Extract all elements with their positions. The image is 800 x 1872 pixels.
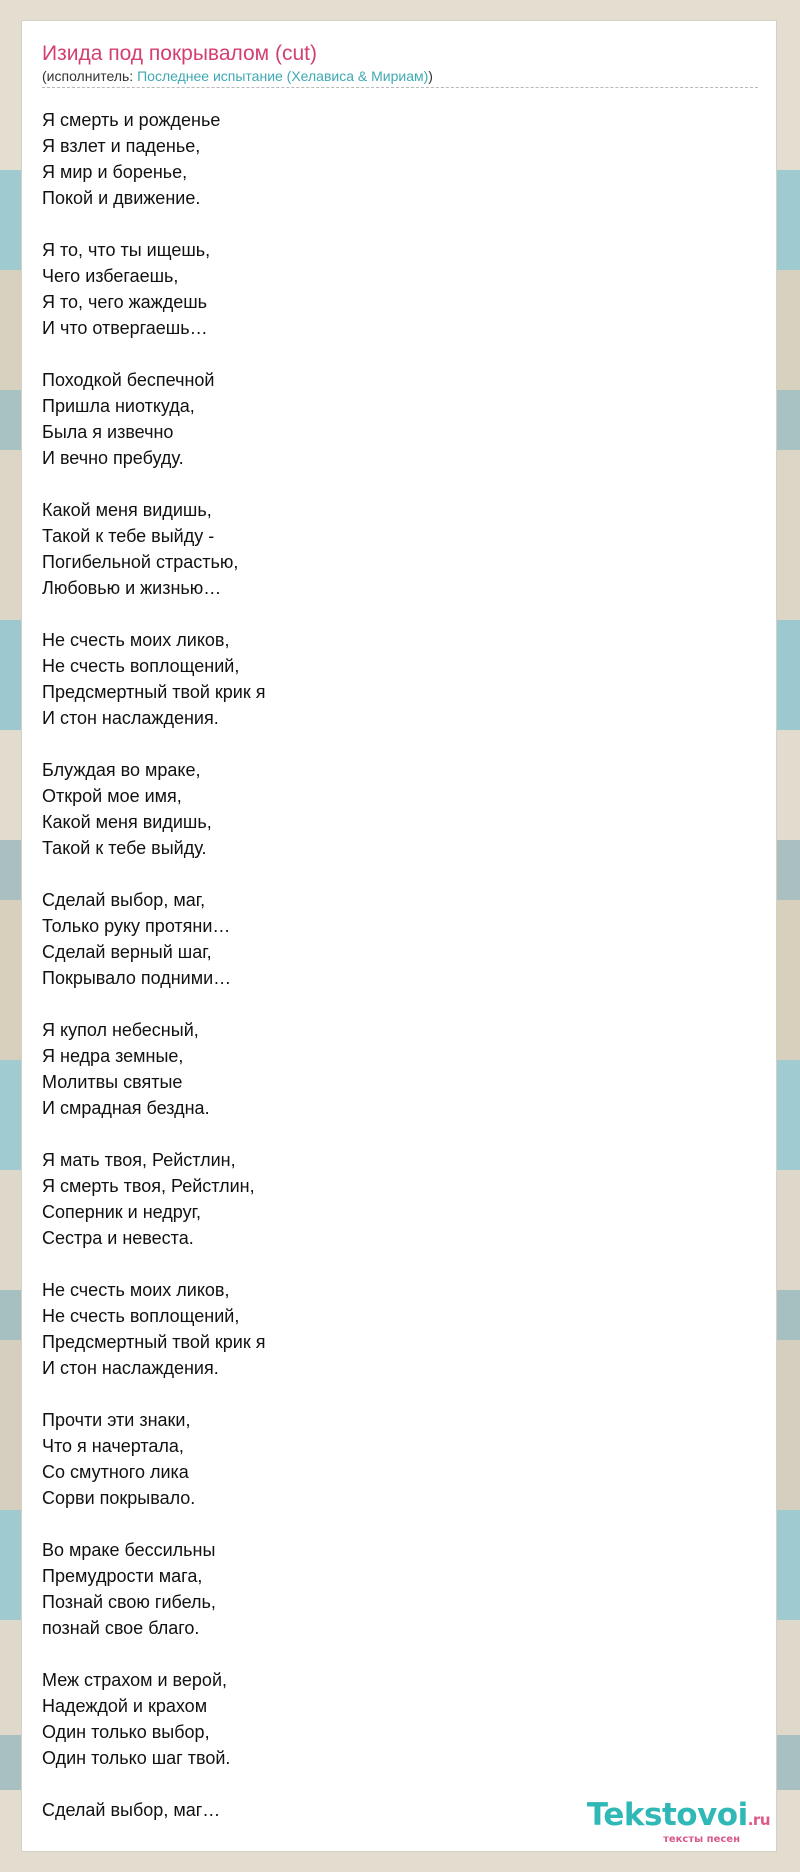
lyric-line: Какой меня видишь, xyxy=(42,500,212,520)
lyric-line: Во мраке бессильны xyxy=(42,1540,216,1560)
lyric-line: Я недра земные, xyxy=(42,1046,184,1066)
lyric-line: Премудрости мага, xyxy=(42,1566,203,1586)
stanza xyxy=(42,1537,742,1641)
lyric-line: Познай свою гибель, xyxy=(42,1592,216,1612)
lyrics-card xyxy=(22,21,776,1851)
stanza xyxy=(42,1407,742,1511)
lyric-line: Соперник и недруг, xyxy=(42,1202,201,1222)
lyric-line: Не счесть моих ликов, xyxy=(42,630,230,650)
lyric-line: Не счесть воплощений, xyxy=(42,1306,240,1326)
stanza xyxy=(42,1147,742,1251)
lyric-line: Сестра и невеста. xyxy=(42,1228,194,1248)
lyric-line: Прочти эти знаки, xyxy=(42,1410,191,1430)
lyric-line: Походкой беспечной xyxy=(42,370,215,390)
stanza xyxy=(42,757,742,861)
stanza xyxy=(42,627,742,731)
lyric-line: Сорви покрывало. xyxy=(42,1488,196,1508)
logo-main-text: Tekstovoi xyxy=(586,1797,748,1833)
lyric-line: Сделай выбор, маг… xyxy=(42,1800,221,1820)
lyric-line: Один только шаг твой. xyxy=(42,1748,231,1768)
lyric-line: Я купол небесный, xyxy=(42,1020,199,1040)
song-title: Изида под покрывалом (cut) xyxy=(42,42,317,65)
logo-wordmark xyxy=(587,1799,770,1836)
stanza xyxy=(42,1277,742,1381)
artist-prefix: (исполнитель: xyxy=(42,68,138,84)
lyric-line: И что отвергаешь… xyxy=(42,318,208,338)
lyric-line: Покрывало подними… xyxy=(42,968,232,988)
lyric-line: Чего избегаешь, xyxy=(42,266,179,286)
lyric-line: Я то, что ты ищешь, xyxy=(42,240,211,260)
lyric-line: Что я начертала, xyxy=(42,1436,184,1456)
logo-tagline: тексты песен xyxy=(663,1834,740,1845)
stanza xyxy=(42,1667,742,1771)
lyric-line: Я то, чего жаждешь xyxy=(42,292,208,312)
lyric-line: Я мать твоя, Рейстлин, xyxy=(42,1150,236,1170)
lyric-line: Надеждой и крахом xyxy=(42,1696,208,1716)
lyric-line: Любовью и жизнью… xyxy=(42,578,222,598)
lyric-line: Блуждая во мраке, xyxy=(42,760,201,780)
lyric-line: Сделай верный шаг, xyxy=(42,942,212,962)
stanza xyxy=(42,497,742,601)
lyric-line: Такой к тебе выйду. xyxy=(42,838,207,858)
lyric-line: Пришла ниоткуда, xyxy=(42,396,195,416)
site-logo[interactable] xyxy=(587,1799,770,1845)
lyric-line: Не счесть воплощений, xyxy=(42,656,240,676)
lyric-line: Была я извечно xyxy=(42,422,174,442)
artist-link[interactable]: Последнее испытание (Хелависа & Мириам) xyxy=(137,68,429,84)
lyric-line: Открой мое имя, xyxy=(42,786,182,806)
lyric-line: И вечно пребуду. xyxy=(42,448,184,468)
lyric-line: Сделай выбор, маг, xyxy=(42,890,206,910)
lyric-line: Предсмертный твой крик я xyxy=(42,682,266,702)
stanza xyxy=(42,237,742,341)
lyric-line: Только руку протяни… xyxy=(42,916,231,936)
lyric-line: Погибельной страстью, xyxy=(42,552,239,572)
lyric-line: Меж страхом и верой, xyxy=(42,1670,228,1690)
stanza xyxy=(42,107,742,211)
artist-line xyxy=(42,67,758,88)
lyric-line: Со смутного лика xyxy=(42,1462,189,1482)
artist-suffix: ) xyxy=(428,68,433,84)
lyric-line: Я взлет и паденье, xyxy=(42,136,201,156)
lyric-line: Не счесть моих ликов, xyxy=(42,1280,230,1300)
stanza xyxy=(42,1017,742,1121)
lyric-line: Я смерть и рожденье xyxy=(42,110,221,130)
lyric-line: Молитвы святые xyxy=(42,1072,183,1092)
logo-tld: .ru xyxy=(747,1811,770,1829)
lyric-line: И смрадная бездна. xyxy=(42,1098,210,1118)
stanza xyxy=(42,367,742,471)
lyric-line: Предсмертный твой крик я xyxy=(42,1332,266,1352)
lyric-line: Какой меня видишь, xyxy=(42,812,212,832)
lyric-line: И стон наслаждения. xyxy=(42,1358,219,1378)
lyric-line: И стон наслаждения. xyxy=(42,708,219,728)
lyric-line: Я смерть твоя, Рейстлин, xyxy=(42,1176,255,1196)
stanza xyxy=(42,887,742,991)
lyric-line: Такой к тебе выйду - xyxy=(42,526,215,546)
lyric-line: Покой и движение. xyxy=(42,188,201,208)
lyric-line: познай свое благо. xyxy=(42,1618,200,1638)
song-header xyxy=(42,41,758,88)
lyric-line: Один только выбор, xyxy=(42,1722,210,1742)
lyrics-text xyxy=(42,107,742,1849)
lyric-line: Я мир и боренье, xyxy=(42,162,188,182)
